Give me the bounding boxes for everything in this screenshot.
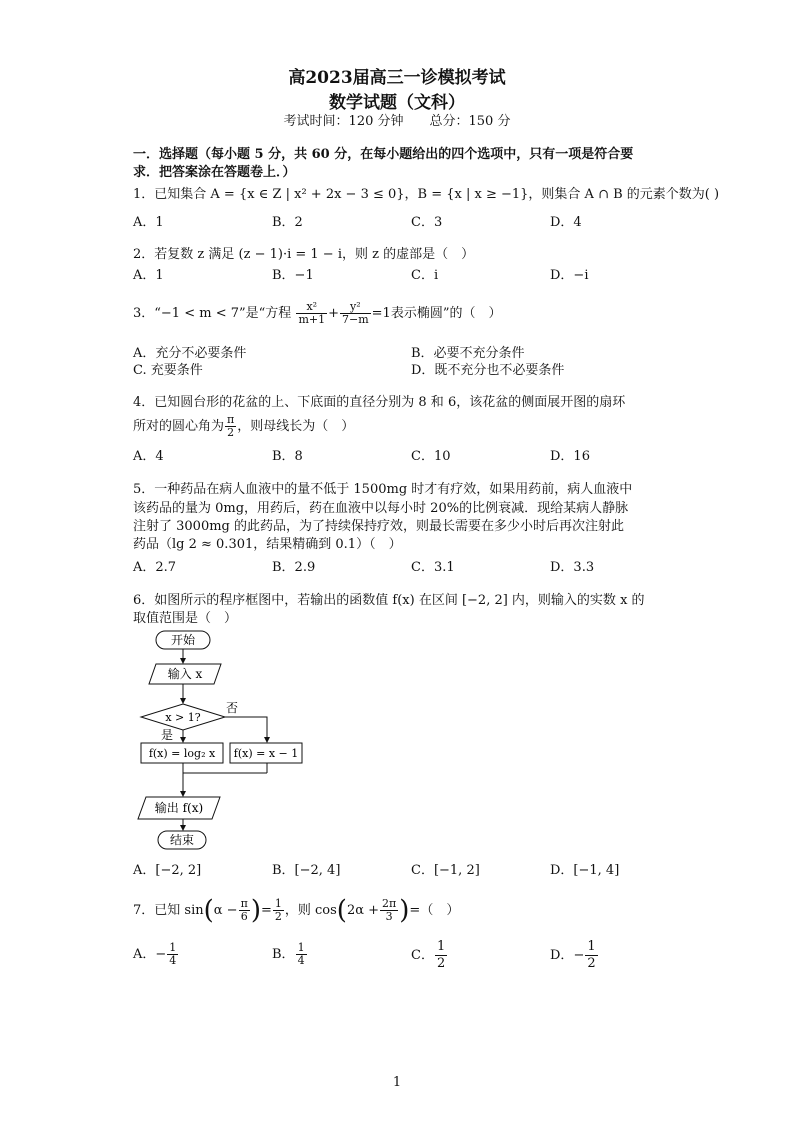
q6-option-d: D．[−1, 4] [550, 863, 620, 878]
q5-option-c: C．3.1 [411, 560, 455, 575]
q7-option-c: C． $\frac{1}{2}$ [411, 939, 446, 971]
q7-option-a: A．− $\frac{1}{4}$ [133, 941, 177, 967]
q3-stem-part-b: =1表示椭圆”的（ ） [371, 306, 502, 321]
question-3-stem: 3．“−1 < m < 7”是“方程 $\frac{\text{x²}}{m+1}$ + $\frac{\text{y²}}{7-m}$ =1表示椭圆”的（ ） [133, 300, 502, 326]
flow-yes-label: 是 [161, 728, 174, 742]
q4-option-c: C．10 [411, 449, 451, 464]
q3-option-d: D．既不充分也不必要条件 [411, 363, 565, 378]
program-flowchart [130, 628, 330, 854]
q5-option-b: B．2.9 [272, 560, 316, 575]
flow-input-label: 输入 x [167, 667, 203, 681]
q6-option-b: B．[−2, 4] [272, 863, 341, 878]
q3-option-b: B．必要不充分条件 [411, 346, 525, 361]
q3-stem-part-a: 3．“−1 < m < 7”是“方程 [133, 306, 292, 321]
q1-option-d: D．4 [550, 215, 582, 230]
exam-info: 考试时间：120 分钟 总分：150 分 [283, 114, 511, 129]
q3-option-a: A．充分不必要条件 [133, 346, 247, 361]
question-6-line2: 取值范围是（ ） [133, 611, 238, 626]
q2-option-a: A．1 [133, 268, 164, 283]
q4-fraction: $\frac{\pi}{2}$ [227, 413, 235, 439]
q5-option-d: D．3.3 [550, 560, 595, 575]
page-number: 1 [392, 1075, 402, 1090]
q6-option-c: C．[−1, 2] [411, 863, 480, 878]
flow-no-label: 否 [226, 701, 239, 715]
question-5-line3: 注射了 3000mg 的此药品，为了持续保持疗效，则最长需要在多少小时后再次注射此 [133, 519, 624, 534]
q1-option-b: B．2 [272, 215, 303, 230]
exam-subject: 数学试题（文科） [329, 93, 465, 113]
question-6-line1: 6．如图所示的程序框图中，若输出的函数值 f(x) 在区间 [−2, 2] 内，则输入的实数 x 的 [133, 593, 645, 608]
question-4-line1: 4．已知圆台形的花盆的上、下底面的直径分别为 8 和 6，该花盆的侧面展开图的扇环 [133, 395, 626, 410]
question-4-line2: 所对的圆心角为 $\frac{\pi}{2}$ ，则母线长为（ ） [133, 413, 355, 439]
question-7-stem: 7．已知 sin(α − $\frac{\pi}{6}$ )= $\frac{1}{2}$ ，则 cos(2α + $\frac{2\pi}{3}$ )=（ ） [133, 895, 460, 926]
section-heading-line1: 一．选择题（每小题 5 分，共 60 分，在每小题给出的四个选项中，只有一项是符合要 [133, 147, 634, 162]
q1-option-a: A．1 [133, 215, 164, 230]
flow-yes-process-label: f(x) = log₂ x [148, 747, 216, 760]
q6-option-a: A．[−2, 2] [133, 863, 202, 878]
flow-output-label: 输出 f(x) [154, 801, 204, 815]
q7-option-b: B． $\frac{1}{4}$ [272, 941, 305, 967]
question-5-line2: 该药品的量为 0mg，用药后，药在血液中以每小时 20%的比例衰减．现给某病人静脉 [133, 501, 629, 516]
flow-end-label: 结束 [169, 833, 195, 847]
q5-option-a: A．2.7 [133, 560, 177, 575]
question-5-line1: 5．一种药品在病人血液中的量不低于 1500mg 时才有疗效，如果用药前，病人血液中 [133, 482, 633, 497]
q4-option-b: B．8 [272, 449, 303, 464]
question-2-stem: 2．若复数 z 满足 (z − 1)·i = 1 − i，则 z 的虚部是（ ） [133, 247, 475, 262]
q4-option-a: A．4 [133, 449, 164, 464]
q2-option-d: D．−i [550, 268, 589, 283]
question-5-line4: 药品（lg 2 ≈ 0.301，结果精确到 0.1）（ ） [133, 537, 402, 552]
q3-fraction-1: $\frac{\text{x²}}{m+1}$ [298, 300, 326, 326]
flow-decision-label: x > 1? [165, 711, 201, 724]
q2-option-b: B．−1 [272, 268, 314, 283]
q2-option-c: C．i [411, 268, 439, 283]
section-heading-line2: 求．把答案涂在答题卷上．） [133, 165, 296, 180]
exam-title: 高2023届高三一诊模拟考试 [288, 68, 506, 88]
q1-option-c: C．3 [411, 215, 443, 230]
question-1-stem: 1．已知集合 A = {x ∈ Z | x² + 2x − 3 ≤ 0}，B = {x | x ≥ −1}，则集合 A ∩ B 的元素个数为( ) [133, 187, 720, 202]
q4-option-d: D．16 [550, 449, 590, 464]
q3-option-c: C. 充要条件 [133, 363, 203, 378]
q3-fraction-2: $\frac{\text{y²}}{7-m}$ [342, 300, 369, 326]
flow-no-process-label: f(x) = x − 1 [233, 747, 299, 760]
flow-start-label: 开始 [170, 633, 196, 647]
q7-option-d: D．− $\frac{1}{2}$ [550, 939, 596, 971]
